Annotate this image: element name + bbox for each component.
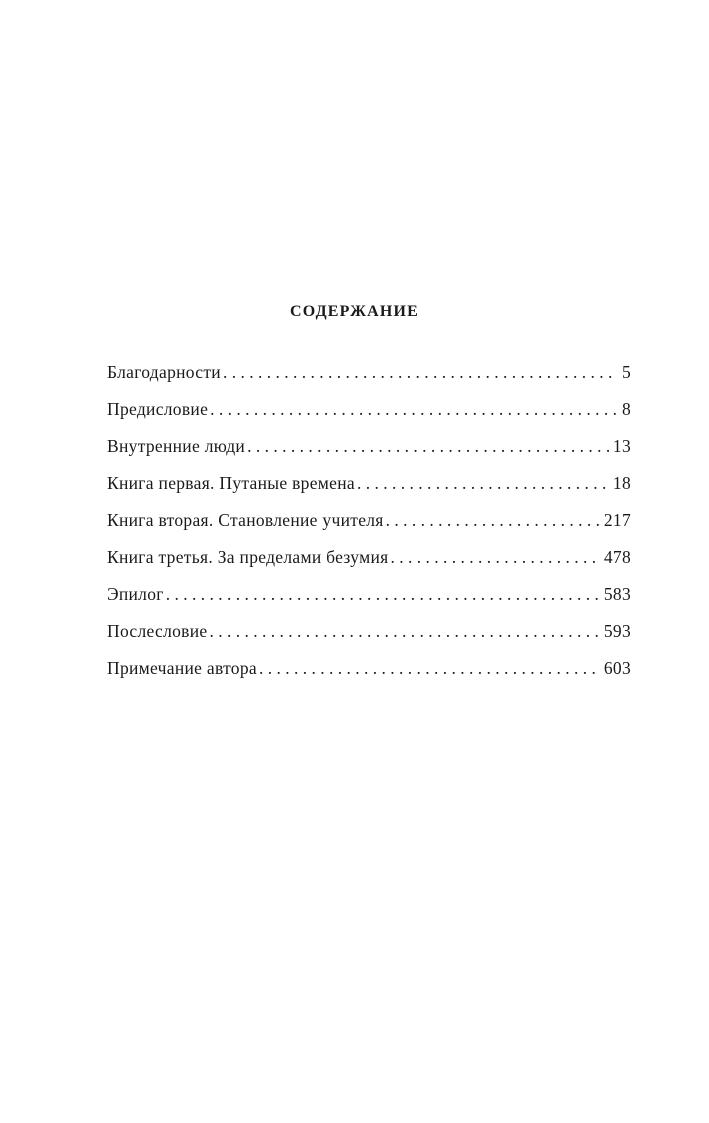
dot-leader <box>247 434 609 458</box>
toc-entry-page: 478 <box>603 547 631 567</box>
toc-entry-page: 8 <box>621 399 631 419</box>
dot-leader <box>386 508 600 532</box>
toc-entry-inner-people[interactable] <box>107 434 631 471</box>
toc-entry-label: Книга вторая. Становление учителя <box>107 510 384 530</box>
toc-entry-label: Книга третья. За пределами безумия <box>107 547 389 567</box>
toc-entry-afterword[interactable] <box>107 619 631 656</box>
toc-entry-label: Книга первая. Путаные времена <box>107 473 355 493</box>
table-of-contents <box>107 360 631 693</box>
toc-entry-page: 583 <box>603 584 631 604</box>
toc-entry-page: 5 <box>621 362 631 382</box>
toc-entry-book-two[interactable] <box>107 508 631 545</box>
toc-entry-author-note[interactable] <box>107 656 631 693</box>
toc-entry-epilogue[interactable] <box>107 582 631 619</box>
dot-leader <box>166 582 600 606</box>
toc-entry-label: Послесловие <box>107 621 208 641</box>
toc-entry-preface[interactable] <box>107 397 631 434</box>
toc-entry-page: 217 <box>603 510 631 530</box>
dot-leader <box>210 397 618 421</box>
toc-entry-page: 603 <box>603 658 631 678</box>
toc-entry-page: 593 <box>603 621 631 641</box>
toc-entry-label: Внутренние люди <box>107 436 246 456</box>
dot-leader <box>390 545 599 569</box>
toc-entry-page: 18 <box>612 473 631 493</box>
toc-entry-acknowledgements[interactable] <box>107 360 631 397</box>
dot-leader <box>209 619 599 643</box>
toc-entry-label: Благодарности <box>107 362 221 382</box>
toc-entry-book-one[interactable] <box>107 471 631 508</box>
page-title: СОДЕРЖАНИЕ <box>289 303 420 320</box>
toc-entry-label: Эпилог <box>107 584 164 604</box>
toc-entry-label: Предисловие <box>107 399 209 419</box>
toc-entry-label: Примечание автора <box>107 658 257 678</box>
toc-entry-book-three[interactable] <box>107 545 631 582</box>
dot-leader <box>259 656 600 680</box>
dot-leader <box>223 360 618 384</box>
dot-leader <box>357 471 609 495</box>
toc-entry-page: 13 <box>612 436 631 456</box>
